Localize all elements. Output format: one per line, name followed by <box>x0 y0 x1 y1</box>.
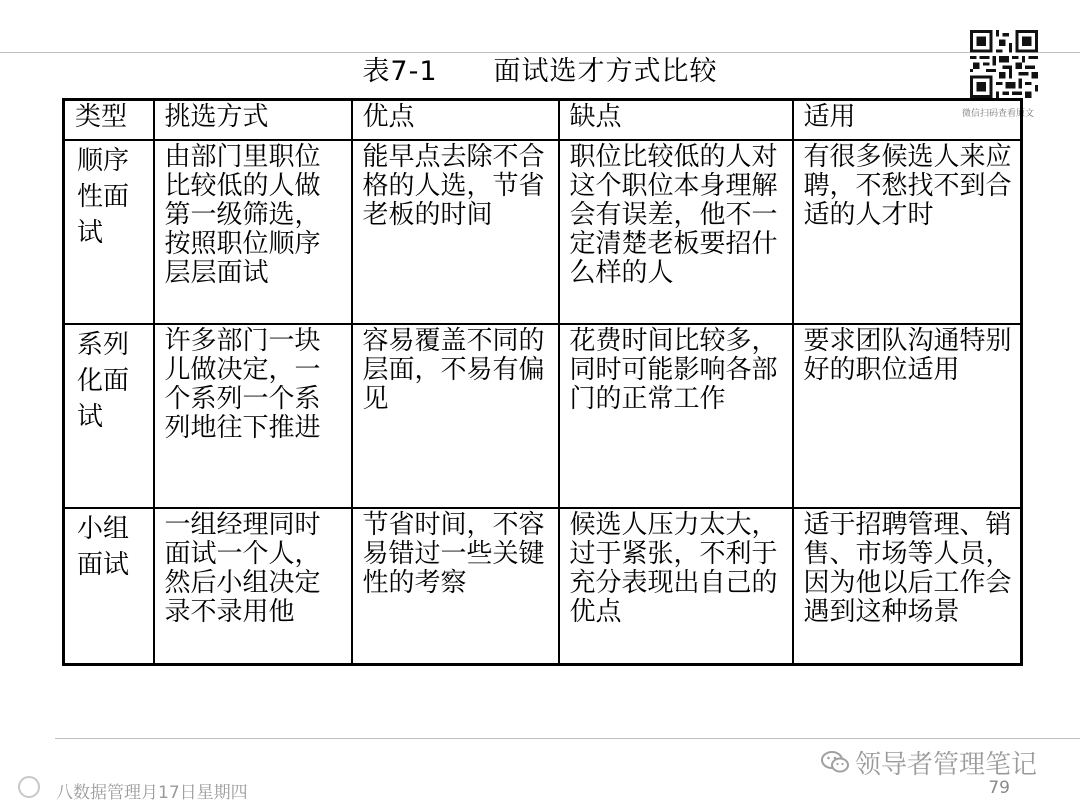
page-number: 79 <box>988 778 1010 798</box>
qr-caption: 微信扫码查看原文 <box>962 109 1035 119</box>
header-pros: 优点 <box>352 100 559 141</box>
table-header-row <box>64 100 1022 141</box>
wechat-icon <box>820 750 850 774</box>
cell-cons: 花费时间比较多，同时可能影响各部门的正常工作 <box>559 324 793 508</box>
cell-type: 小组面试 <box>64 508 154 664</box>
cell-cons: 候选人压力太大，过于紧张，不利于充分表现出自己的优点 <box>559 508 793 664</box>
cell-pros: 容易覆盖不同的层面，不易有偏见 <box>352 324 559 508</box>
top-divider <box>0 52 1080 53</box>
cell-type: 系列化面试 <box>64 324 154 508</box>
comparison-table <box>62 98 1023 666</box>
cell-type: 顺序性面试 <box>64 140 154 324</box>
header-cons: 缺点 <box>559 100 793 141</box>
header-applicable: 适用 <box>793 100 1022 141</box>
cell-applicable: 要求团队沟通特别好的职位适用 <box>793 324 1022 508</box>
cell-cons: 职位比较低的人对这个职位本身理解会有误差，他不一定清楚老板要招什么样的人 <box>559 140 793 324</box>
table-row <box>64 324 1022 508</box>
header-type: 类型 <box>64 100 154 141</box>
qr-code-icon[interactable] <box>970 30 1038 98</box>
footer-date: 八数据管理月17日星期四 <box>56 783 248 803</box>
cell-pros: 能早点去除不合格的人选，节省老板的时间 <box>352 140 559 324</box>
cell-applicable: 有很多候选人来应聘，不愁找不到合适的人才时 <box>793 140 1022 324</box>
cell-method: 由部门里职位比较低的人做第一级筛选，按照职位顺序层层面试 <box>154 140 352 324</box>
cell-pros: 节省时间，不容易错过一些关键性的考察 <box>352 508 559 664</box>
header-method: 挑选方式 <box>154 100 352 141</box>
table-row <box>64 140 1022 324</box>
brand-watermark: 领导者管理笔记 <box>855 750 1038 780</box>
cell-method: 一组经理同时面试一个人，然后小组决定录不录用他 <box>154 508 352 664</box>
table-row <box>64 508 1022 664</box>
page-title: 表7-1 面试选才方式比较 <box>362 56 718 87</box>
bottom-divider <box>55 738 1080 739</box>
logo-icon <box>18 776 40 798</box>
cell-method: 许多部门一块儿做决定，一个系列一个系列地往下推进 <box>154 324 352 508</box>
cell-applicable: 适于招聘管理、销售、市场等人员，因为他以后工作会遇到这种场景 <box>793 508 1022 664</box>
